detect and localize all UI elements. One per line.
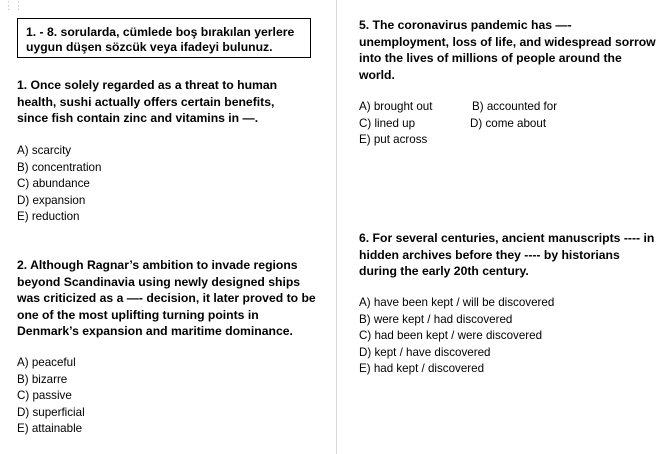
option-b[interactable]: B) concentration [17,160,102,174]
question-5-options [359,99,659,149]
option-e[interactable]: E) had kept / discovered [359,362,485,375]
question-6-options [359,295,554,378]
question-5: 5. The coronavirus pandemic has —- unemployment, loss of life, and widespread sorrow into the lives of millions of people around the world. [359,18,656,82]
instruction-text: 1. - 8. sorularda, cümlede boş bırakılan yerlere uygun düşen sözcük veya ifadeyi bulunuz. [26,25,295,54]
option-d[interactable]: D) come about [470,116,547,130]
option-c[interactable]: C) had been kept / were discovered [359,329,543,342]
option-row [359,99,659,116]
question-6: 6. For several centuries, ancient manuscripts ---- in hidden archives before they ---- by historians during the early 20th century. [359,231,655,278]
option-b[interactable]: B) were kept / had discovered [359,312,513,326]
option-e[interactable]: E) attainable [17,422,83,435]
option-a[interactable]: A) brought out [359,100,433,113]
option-a[interactable]: A) have been kept / will be discovered [359,296,555,309]
option-e[interactable]: E) put across [359,133,428,146]
option-e[interactable]: E) reduction [17,210,80,223]
option-a[interactable]: A) scarcity [17,144,72,157]
option-d[interactable]: D) expansion [17,193,86,207]
question-1-options [17,143,101,226]
question-1: 1. Once solely regarded as a threat to human health, sushi actually offers certain benefits, since fish contain zinc and vitamins in —. [17,78,278,125]
option-a[interactable]: A) peaceful [17,356,76,369]
option-d[interactable]: D) superficial [17,405,85,419]
option-b[interactable]: B) bizarre [17,372,68,386]
question-2: 2. Although Ragnar’s ambition to invade regions beyond Scandinavia using newly designed ships was criticized as a —- decision, it later proved to be one of the most uplifting turning points in Denmark’s expansion and maritime dominance. [17,258,316,338]
column-divider [336,0,337,454]
option-c[interactable]: C) passive [17,389,72,402]
option-row [359,116,659,133]
drag-handle-icon[interactable]: ⋮⋮ [3,0,23,12]
instruction-box [17,18,311,58]
option-b[interactable]: B) accounted for [472,100,558,113]
question-2-options [17,355,85,438]
option-row [359,132,659,149]
option-d[interactable]: D) kept / have discovered [359,345,491,359]
option-c[interactable]: C) lined up [359,116,416,130]
option-c[interactable]: C) abundance [17,177,90,190]
